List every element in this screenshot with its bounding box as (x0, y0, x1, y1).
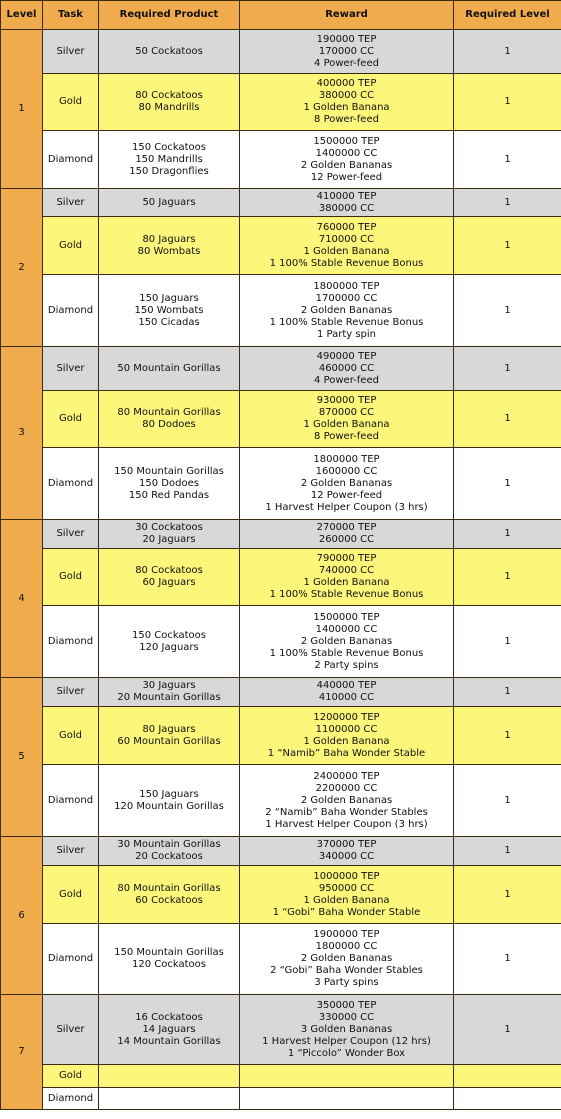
required-level-cell: 1 (454, 549, 561, 606)
product-line: 150 Cockatoos (132, 141, 206, 153)
reward-cell (240, 1065, 454, 1088)
reward-line: 870000 CC (318, 407, 375, 418)
reward-line: 12 Power-feed (310, 171, 383, 183)
task-cell: Silver (43, 347, 99, 391)
product-line: 60 Cockatoos (135, 894, 203, 906)
reward-line: 950000 CC (318, 882, 375, 894)
reward-line: 1 Harvest Helper Coupon (3 hrs) (265, 818, 428, 830)
reward-cell (240, 765, 454, 837)
table-row (1, 275, 561, 347)
product-line: 20 Jaguars (142, 534, 196, 545)
task-cell: Silver (43, 837, 99, 866)
product-line: 150 Mountain Gorillas (114, 947, 224, 958)
reward-line: 1 Golden Banana (303, 735, 390, 747)
reward-line: 1 100% Stable Revenue Bonus (269, 257, 424, 269)
reward-line: 1400000 CC (315, 623, 378, 635)
product-line: 120 Jaguars (139, 641, 199, 653)
product-line: 60 Jaguars (142, 577, 196, 588)
required-product-cell (99, 189, 240, 217)
reward-line: 1400000 CC (315, 147, 378, 159)
reward-line: 340000 CC (318, 851, 375, 862)
task-cell: Silver (43, 520, 99, 549)
product-line: 80 Dodoes (142, 419, 196, 430)
required-product-cell (99, 765, 240, 837)
task-cell: Diamond (43, 606, 99, 678)
required-level-cell: 1 (454, 74, 561, 131)
level-cell: 6 (1, 837, 43, 995)
product-line: 150 Dragonflies (129, 165, 209, 177)
product-line: 150 Mountain Gorillas (114, 465, 224, 477)
product-line: 20 Mountain Gorillas (117, 692, 221, 703)
reward-line: 330000 CC (318, 1011, 375, 1023)
product-line: 150 Jaguars (139, 788, 199, 800)
task-cell: Gold (43, 391, 99, 448)
required-product-cell (99, 606, 240, 678)
table-body (1, 30, 561, 1110)
reward-line: 460000 CC (318, 362, 375, 374)
required-product-cell (99, 678, 240, 707)
reward-line: 1100000 CC (315, 723, 378, 735)
reward-line: 2 Golden Bananas (300, 304, 393, 316)
reward-line: 3 Golden Bananas (300, 1023, 393, 1035)
reward-line: 350000 TEP (316, 999, 377, 1011)
level-cell: 4 (1, 520, 43, 678)
product-line: 14 Jaguars (142, 1023, 196, 1035)
required-product-cell (99, 74, 240, 131)
reward-line: 1 Golden Banana (303, 245, 390, 257)
required-level-cell: 1 (454, 707, 561, 765)
table-row (1, 924, 561, 995)
reward-cell (240, 549, 454, 606)
task-cell: Gold (43, 866, 99, 924)
header-reward: Reward (240, 1, 454, 30)
reward-line: 2200000 CC (315, 782, 378, 794)
required-product-cell (99, 1088, 240, 1110)
reward-line: 1 Party spin (316, 328, 377, 340)
table-row (1, 837, 561, 866)
required-level-cell: 1 (454, 347, 561, 391)
product-line: 80 Mountain Gorillas (117, 407, 221, 418)
reward-line: 2 “Gobi” Baha Wonder Stables (270, 965, 423, 976)
product-line: 120 Mountain Gorillas (114, 800, 224, 812)
table-row (1, 1088, 561, 1110)
table-row (1, 765, 561, 837)
reward-line: 1900000 TEP (313, 929, 380, 940)
reward-line: 1500000 TEP (313, 135, 380, 147)
required-level-cell: 1 (454, 448, 561, 520)
level-cell: 3 (1, 347, 43, 520)
required-level-cell: 1 (454, 606, 561, 678)
product-line: 80 Wombats (137, 245, 201, 257)
reward-line: 1 “Gobi” Baha Wonder Stable (272, 906, 421, 918)
product-line: 150 Wombats (134, 304, 204, 316)
table-row (1, 866, 561, 924)
reward-line: 790000 TEP (316, 553, 377, 564)
required-level-cell (454, 1088, 561, 1110)
table-row (1, 995, 561, 1065)
required-product-cell (99, 30, 240, 74)
task-cell: Gold (43, 549, 99, 606)
reward-cell (240, 131, 454, 189)
reward-line: 2 Golden Bananas (300, 953, 393, 964)
product-line: 80 Jaguars (142, 723, 196, 735)
task-cell: Gold (43, 1065, 99, 1088)
reward-line: 4 Power-feed (314, 57, 379, 69)
required-level-cell: 1 (454, 131, 561, 189)
reward-line: 1800000 TEP (313, 453, 380, 465)
product-line: 150 Cockatoos (132, 629, 206, 641)
table-row (1, 520, 561, 549)
product-line: 150 Red Pandas (128, 489, 210, 501)
reward-line: 1 100% Stable Revenue Bonus (269, 589, 424, 600)
reward-line: 1 Golden Banana (303, 419, 390, 430)
task-cell: Silver (43, 189, 99, 217)
required-level-cell: 1 (454, 765, 561, 837)
task-cell: Diamond (43, 924, 99, 995)
required-product-cell (99, 391, 240, 448)
reward-line: 4 Power-feed (314, 374, 379, 386)
reward-line: 1200000 TEP (313, 711, 380, 723)
product-line: 50 Jaguars (142, 196, 196, 208)
product-line: 80 Mountain Gorillas (117, 882, 221, 894)
table-row (1, 678, 561, 707)
required-product-cell (99, 448, 240, 520)
header-required-product: Required Product (99, 1, 240, 30)
required-level-cell: 1 (454, 189, 561, 217)
reward-line: 710000 CC (318, 233, 375, 245)
reward-line: 1 “Namib” Baha Wonder Stable (267, 747, 426, 759)
product-line: 50 Mountain Gorillas (117, 362, 221, 374)
reward-line: 170000 CC (318, 45, 375, 57)
task-cell: Gold (43, 74, 99, 131)
required-product-cell (99, 707, 240, 765)
reward-line: 3 Party spins (314, 977, 379, 988)
reward-line: 1000000 TEP (313, 870, 380, 882)
reward-line: 1800000 TEP (313, 280, 380, 292)
reward-line: 2 “Namib” Baha Wonder Stables (265, 806, 428, 818)
product-line: 120 Cockatoos (132, 959, 206, 970)
reward-line: 1600000 CC (315, 465, 378, 477)
required-product-cell (99, 131, 240, 189)
level-cell: 7 (1, 995, 43, 1110)
table-row (1, 347, 561, 391)
required-product-cell (99, 837, 240, 866)
reward-line: 2400000 TEP (313, 770, 380, 782)
level-cell: 5 (1, 678, 43, 837)
reward-line: 2 Golden Bananas (300, 794, 393, 806)
product-line: 80 Cockatoos (135, 90, 203, 101)
product-line: 30 Jaguars (142, 680, 196, 691)
product-line: 50 Cockatoos (135, 45, 203, 57)
task-cell: Silver (43, 678, 99, 707)
reward-cell (240, 217, 454, 275)
product-line: 150 Dodoes (139, 477, 199, 489)
reward-line: 1 Harvest Helper Coupon (12 hrs) (262, 1035, 431, 1047)
reward-line: 270000 TEP (316, 522, 377, 533)
table-row (1, 30, 561, 74)
required-level-cell: 1 (454, 678, 561, 707)
reward-cell (240, 30, 454, 74)
level-cell: 2 (1, 189, 43, 347)
required-level-cell: 1 (454, 837, 561, 866)
task-cell: Gold (43, 217, 99, 275)
required-product-cell (99, 995, 240, 1065)
reward-line: 1 Golden Banana (303, 894, 390, 906)
product-line: 80 Cockatoos (135, 565, 203, 576)
reward-cell (240, 275, 454, 347)
table-row (1, 131, 561, 189)
required-product-cell (99, 1065, 240, 1088)
required-level-cell: 1 (454, 30, 561, 74)
required-level-cell: 1 (454, 275, 561, 347)
reward-cell (240, 678, 454, 707)
reward-line: 1800000 CC (315, 941, 378, 952)
reward-line: 1 Golden Banana (303, 577, 390, 588)
reward-cell (240, 74, 454, 131)
header-row (1, 1, 561, 30)
level-cell: 1 (1, 30, 43, 189)
table-row (1, 74, 561, 131)
required-product-cell (99, 549, 240, 606)
required-product-cell (99, 924, 240, 995)
required-product-cell (99, 347, 240, 391)
reward-line: 2 Golden Bananas (300, 477, 393, 489)
reward-cell (240, 837, 454, 866)
product-line: 80 Jaguars (142, 233, 196, 245)
reward-line: 12 Power-feed (310, 489, 383, 501)
reward-cell (240, 391, 454, 448)
product-line: 150 Cicadas (138, 316, 200, 328)
product-line: 60 Mountain Gorillas (117, 735, 221, 747)
reward-line: 8 Power-feed (314, 431, 379, 442)
reward-line: 1 100% Stable Revenue Bonus (269, 316, 424, 328)
required-level-cell: 1 (454, 391, 561, 448)
product-line: 150 Jaguars (139, 292, 199, 304)
reward-line: 2 Golden Bananas (300, 635, 393, 647)
required-product-cell (99, 520, 240, 549)
reward-line: 930000 TEP (316, 395, 377, 406)
task-cell: Gold (43, 707, 99, 765)
reward-line: 410000 TEP (316, 190, 377, 202)
reward-line: 190000 TEP (316, 33, 377, 45)
task-cell: Diamond (43, 275, 99, 347)
reward-line: 1500000 TEP (313, 611, 380, 623)
required-product-cell (99, 866, 240, 924)
table-row (1, 606, 561, 678)
reward-cell (240, 707, 454, 765)
required-level-cell (454, 1065, 561, 1088)
reward-line: 410000 CC (318, 692, 375, 703)
table-row (1, 391, 561, 448)
product-line: 30 Cockatoos (135, 522, 203, 533)
task-cell: Silver (43, 30, 99, 74)
header-task: Task (43, 1, 99, 30)
table-row (1, 189, 561, 217)
product-line: 20 Cockatoos (135, 851, 203, 862)
reward-cell (240, 520, 454, 549)
required-level-cell: 1 (454, 924, 561, 995)
required-level-cell: 1 (454, 217, 561, 275)
table-row (1, 1065, 561, 1088)
reward-line: 1700000 CC (315, 292, 378, 304)
table-row (1, 217, 561, 275)
header-level: Level (1, 1, 43, 30)
reward-line: 380000 CC (318, 90, 375, 101)
required-level-cell: 1 (454, 995, 561, 1065)
table-row (1, 549, 561, 606)
reward-line: 8 Power-feed (314, 114, 379, 125)
reward-line: 440000 TEP (316, 680, 377, 691)
required-level-cell: 1 (454, 866, 561, 924)
reward-cell (240, 347, 454, 391)
product-line: 80 Mandrills (138, 102, 200, 113)
product-line: 150 Mandrills (135, 153, 203, 165)
reward-line: 2 Golden Bananas (300, 159, 393, 171)
reward-line: 370000 TEP (316, 839, 377, 850)
product-line: 30 Mountain Gorillas (117, 839, 221, 850)
required-product-cell (99, 275, 240, 347)
reward-cell (240, 995, 454, 1065)
reward-cell (240, 448, 454, 520)
reward-line: 1 “Piccolo” Wonder Box (287, 1047, 406, 1059)
product-line: 16 Cockatoos (135, 1011, 203, 1023)
reward-line: 2 Party spins (314, 659, 379, 671)
reward-line: 1 100% Stable Revenue Bonus (269, 647, 424, 659)
required-level-cell: 1 (454, 520, 561, 549)
reward-line: 1 Golden Banana (303, 102, 390, 113)
reward-line: 740000 CC (318, 565, 375, 576)
task-cell: Silver (43, 995, 99, 1065)
table-row (1, 448, 561, 520)
reward-cell (240, 606, 454, 678)
task-cell: Diamond (43, 448, 99, 520)
reward-line: 490000 TEP (316, 350, 377, 362)
reward-line: 400000 TEP (316, 78, 377, 89)
product-line: 14 Mountain Gorillas (117, 1035, 221, 1047)
reward-cell (240, 866, 454, 924)
header-required-level: Required Level (454, 1, 561, 30)
reward-line: 380000 CC (318, 202, 375, 214)
task-cell: Diamond (43, 765, 99, 837)
reward-line: 760000 TEP (316, 221, 377, 233)
table-row (1, 707, 561, 765)
task-cell: Diamond (43, 131, 99, 189)
reward-cell (240, 924, 454, 995)
task-cell: Diamond (43, 1088, 99, 1110)
reward-line: 260000 CC (318, 534, 375, 545)
required-product-cell (99, 217, 240, 275)
reward-line: 1 Harvest Helper Coupon (3 hrs) (265, 501, 428, 513)
reward-cell (240, 1088, 454, 1110)
reward-cell (240, 189, 454, 217)
